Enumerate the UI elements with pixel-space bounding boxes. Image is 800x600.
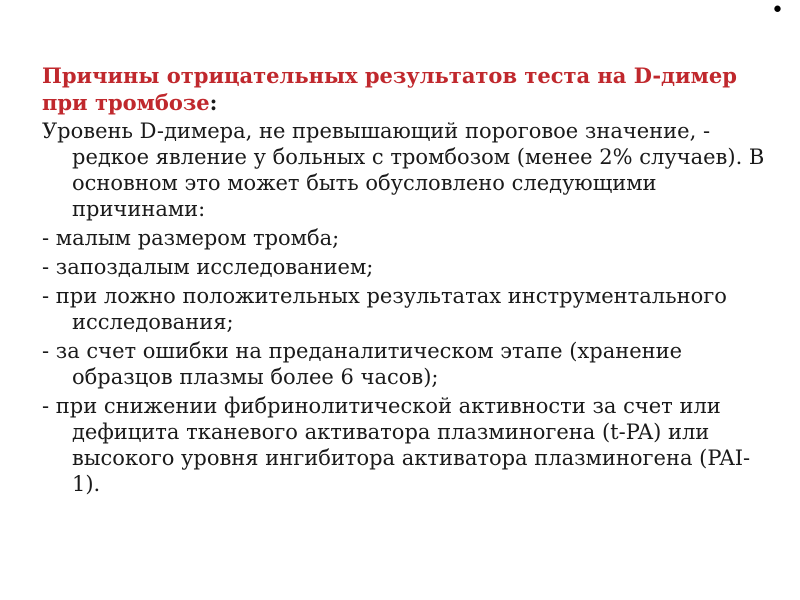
list-item-false-positive: - при ложно положительных результатах инструментального исследования; — [42, 284, 727, 334]
slide-title-text: Причины отрицательных результатов теста на D-димер при тромбозе — [42, 63, 737, 115]
slide-title — [42, 62, 768, 116]
corner-dot: • — [771, 0, 784, 23]
slide-content — [42, 62, 768, 500]
list-item-preanalytic-error: - за счет ошибки на преданалитическом этапе (хранение образцов плазмы более 6 часов); — [42, 339, 683, 389]
list-item-thrombus-size: - малым размером тромба; — [42, 226, 340, 250]
intro-paragraph: Уровень D-димера, не превышающий пороговое значение, - редкое явление у больных с тромбозом (менее 2% случаев). В основном это может быть обусловлено следующими причинами: — [42, 119, 765, 221]
list-item-fibrinolytic-activity: - при снижении фибринолитической активности за счет или дефицита тканевого активатора плазминогена (t-PA) или высокого уровня ингибитора активатора плазминогена (PAI-1). — [42, 394, 751, 496]
slide-title-colon: : — [209, 90, 218, 115]
list-item-late-study: - запоздалым исследованием; — [42, 255, 374, 279]
